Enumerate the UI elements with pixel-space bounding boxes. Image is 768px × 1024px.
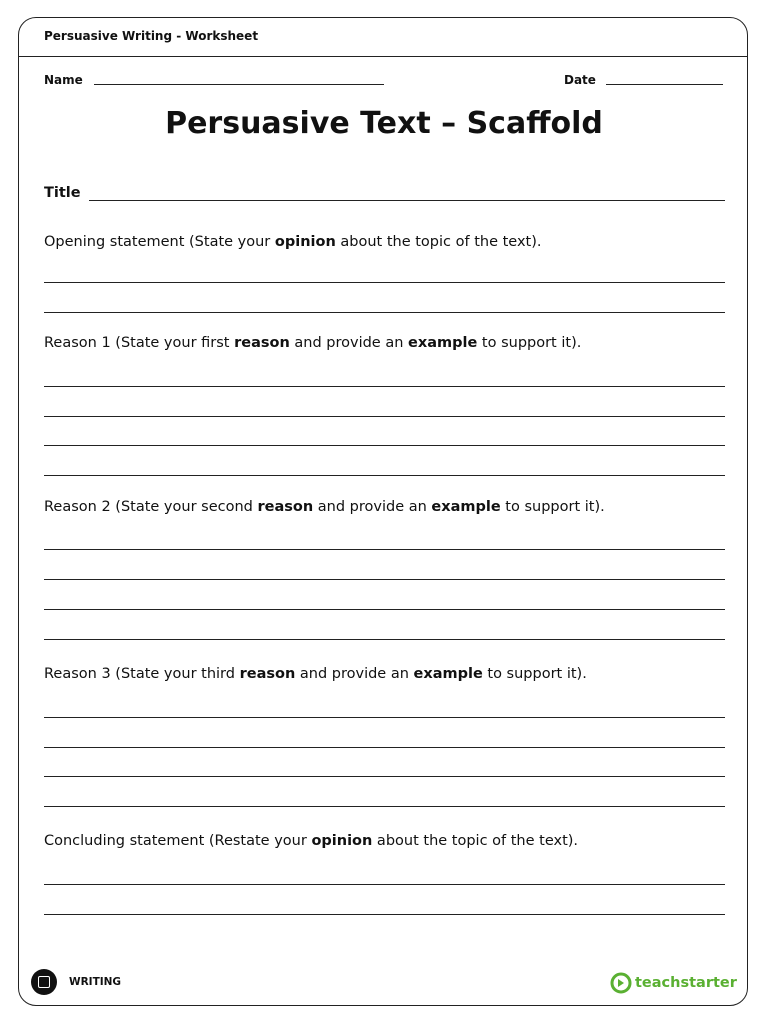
prompt-text: Opening statement (State your <box>44 234 275 250</box>
writing-line[interactable] <box>44 282 725 283</box>
worksheet-header <box>19 18 747 57</box>
writing-line[interactable] <box>44 416 725 417</box>
worksheet-header-title: Persuasive Writing - Worksheet <box>44 29 259 43</box>
writing-line[interactable] <box>44 776 725 777</box>
writing-subject-icon <box>31 969 57 995</box>
writing-line[interactable] <box>44 914 725 915</box>
prompt-bold: reason <box>239 666 296 682</box>
opening-statement-prompt <box>44 234 542 250</box>
writing-line[interactable] <box>44 445 725 446</box>
prompt-text: to support it). <box>477 335 582 351</box>
writing-line[interactable] <box>44 747 725 748</box>
prompt-text: and provide an <box>289 335 409 351</box>
prompt-bold: opinion <box>311 833 373 849</box>
writing-line[interactable] <box>44 639 725 640</box>
prompt-text: Reason 3 (State your third <box>44 666 240 682</box>
name-line[interactable] <box>94 84 384 85</box>
writing-subject-icon-inner <box>38 976 50 988</box>
prompt-bold: opinion <box>274 234 336 250</box>
prompt-bold: reason <box>257 499 314 515</box>
writing-line[interactable] <box>44 386 725 387</box>
prompt-text: Reason 1 (State your first <box>44 335 235 351</box>
teachstarter-logo-icon <box>610 972 632 994</box>
prompt-text: Reason 2 (State your second <box>44 499 258 515</box>
prompt-text: about the topic of the text). <box>372 833 579 849</box>
date-label: Date <box>564 73 596 87</box>
reason-2-prompt <box>44 499 605 515</box>
prompt-text: and provide an <box>313 499 432 515</box>
writing-line[interactable] <box>44 475 725 476</box>
prompt-text: to support it). <box>500 499 605 515</box>
reason-1-prompt <box>44 335 581 351</box>
writing-line[interactable] <box>44 609 725 610</box>
writing-line[interactable] <box>44 579 725 580</box>
writing-line[interactable] <box>44 806 725 807</box>
subject-label: WRITING <box>69 976 122 988</box>
name-label: Name <box>44 73 83 87</box>
prompt-text: and provide an <box>295 666 414 682</box>
concluding-statement-prompt <box>44 833 578 849</box>
prompt-bold: example <box>413 666 483 682</box>
title-line[interactable] <box>89 200 725 201</box>
prompt-bold: example <box>408 335 478 351</box>
reason-3-prompt <box>44 666 587 682</box>
teachstarter-logo-text: teachstarter <box>635 975 737 991</box>
prompt-bold: reason <box>234 335 290 351</box>
writing-line[interactable] <box>44 717 725 718</box>
writing-line[interactable] <box>44 312 725 313</box>
writing-line[interactable] <box>44 884 725 885</box>
prompt-bold: example <box>431 499 501 515</box>
date-line[interactable] <box>606 84 723 85</box>
prompt-text: about the topic of the text). <box>335 234 542 250</box>
prompt-text: to support it). <box>482 666 587 682</box>
prompt-text: Concluding statement (Restate your <box>44 833 312 849</box>
writing-line[interactable] <box>44 549 725 550</box>
page-title: Persuasive Text – Scaffold <box>165 106 603 141</box>
teachstarter-logo <box>610 972 737 994</box>
title-label: Title <box>44 185 81 201</box>
